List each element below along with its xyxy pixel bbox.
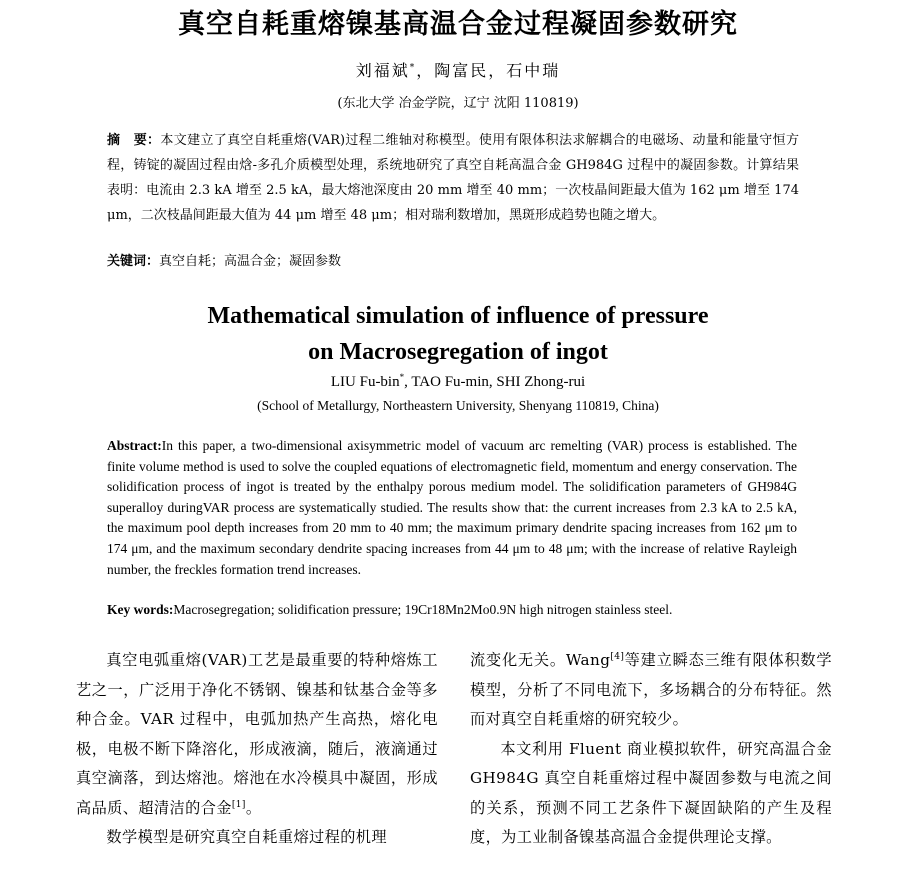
english-corresponding-author-mark: * [399, 372, 405, 382]
citation-reference: [4] [610, 652, 625, 662]
chinese-keywords-text: 真空自耗；高温合金；凝固参数 [159, 254, 342, 269]
chinese-abstract-label: 摘 要： [107, 133, 161, 148]
chinese-author-first: 刘福斌 [355, 61, 410, 80]
body-paragraph-text: 真空电弧重熔(VAR)工艺是最重要的特种熔炼工艺之一，广泛用于净化不锈钢、镍基和钛基合金等多种合金。VAR 过程中，电弧加热产生高热，熔化电极，电极不断下降溶化，形成液滴，随后，液滴通过真空滴落，到达熔池。熔池在水冷模具中凝固，形成高品质、超清洁的合金 [76, 651, 438, 817]
english-title [0, 298, 916, 370]
body-paragraph [76, 646, 438, 823]
chinese-keywords [107, 249, 799, 274]
body-left-column [76, 646, 438, 853]
chinese-author-rest: ，陶富民，石中瑞 [416, 61, 561, 80]
english-abstract-label: Abstract: [107, 438, 162, 453]
english-title-line-1: Mathematical simulation of influence of pressure [207, 303, 709, 329]
body-paragraph-text: 等建立瞬态三维有限体积数学模型，分析了不同电流下，多场耦合的分布特征。然而对真空自耗重熔的研究较少。 [470, 651, 832, 728]
english-author-rest: , TAO Fu-min, SHI Zhong-rui [404, 374, 586, 390]
english-keywords-label: Key words: [107, 602, 174, 617]
english-keywords [107, 600, 807, 620]
chinese-affiliation: (东北大学 冶金学院，辽宁 沈阳 110819) [337, 96, 579, 111]
chinese-abstract-text: 本文建立了真空自耗重熔(VAR)过程二维轴对称模型。使用有限体积法求解耦合的电磁场、动量和能量守恒方程，铸锭的凝固过程由焓-多孔介质模型处理，系统地研究了真空自耗高温合金 GH984G 过程中的凝固参数。计算结果表明：电流由 2.3 kA 增至 2.5 kA，最大熔池深度由 20 mm 增至 40 mm；一次枝晶间距最大值为 162 μm 增至 174 μm，二次枝晶间距最大值为 44 μm 增至 48 μm；相对瑞利数增加，黑斑形成趋势也随之增大。 [107, 133, 799, 223]
english-author-first: LIU Fu-bin [330, 374, 400, 390]
english-affiliation: (School of Metallurgy, Northeastern University, Shenyang 110819, China) [257, 398, 659, 413]
body-paragraph-text: 流变化无关。Wang [470, 651, 611, 669]
english-abstract-text: In this paper, a two-dimensional axisymmetric model of vacuum arc remelting (VAR) process is established. The finite volume method is used to solve the coupled equations of electromagnetic field, momentum and energy conservation. The solidification process of ingot is treated by the enthalpy porous medium model. The solidification parameters of GH984G superalloy duringVAR process are systematically studied. The results show that: the current increases from 2.3 kA to 2.5 kA, the maximum pool depth increases from 20 mm to 40 mm; the maximum primary dendrite spacing increases from 162 μm to 174 μm, and the maximum secondary dendrite spacing increases from 44 μm to 48 μm; with the increase of relative Rayleigh number, the freckles formation trend increases. [107, 438, 797, 577]
citation-reference: [1] [231, 799, 246, 810]
english-keywords-text: Macrosegregation; solidification pressure; 19Cr18Mn2Mo0.9N high nitrogen stainless steel. [173, 602, 673, 617]
body-paragraph: 数学模型是研究真空自耗重熔过程的机理 [106, 828, 387, 846]
chinese-keywords-label: 关键词： [107, 254, 160, 269]
chinese-abstract [107, 128, 799, 228]
chinese-title: 真空自耗重熔镍基高温合金过程凝固参数研究 [178, 9, 738, 40]
english-abstract [107, 436, 797, 580]
english-title-line-2: on Macrosegregation of ingot [308, 339, 608, 365]
body-paragraph: 本文利用 Fluent 商业模拟软件，研究高温合金 GH984G 真空自耗重熔过程中凝固参数与电流之间的关系，预测不同工艺条件下凝固缺陷的产生及程度，为工业制备镍基高温合金提供理论支撑。 [470, 739, 832, 846]
english-authors [0, 374, 916, 391]
corresponding-author-mark: * [409, 63, 417, 73]
body-right-column [470, 646, 832, 853]
body-paragraph [470, 646, 832, 735]
body-paragraph-end: 。 [245, 798, 262, 817]
chinese-authors [0, 58, 916, 81]
